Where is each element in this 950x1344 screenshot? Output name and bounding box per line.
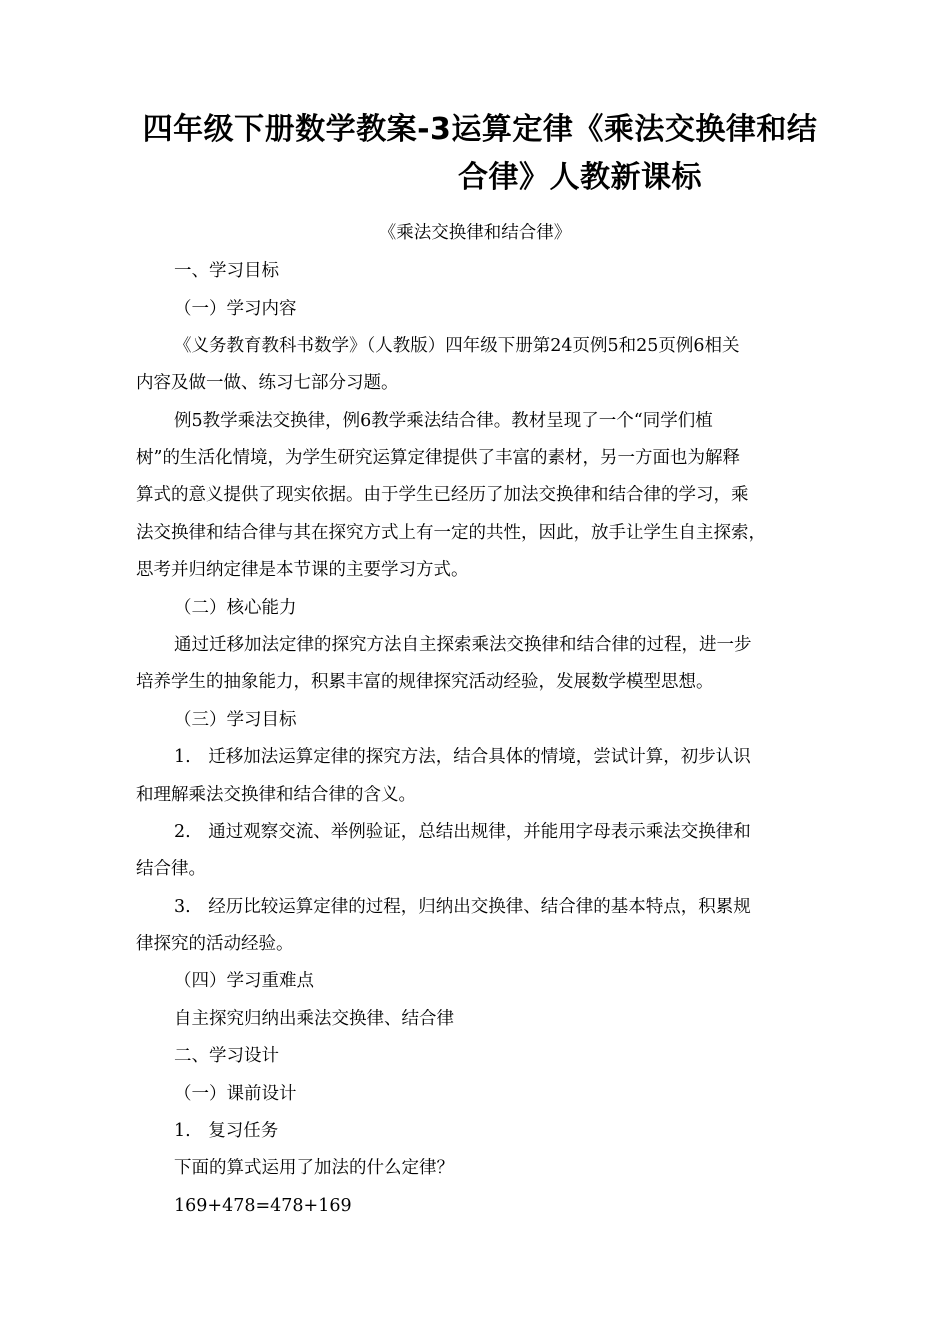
list-item: 1. 迁移加法运算定律的探究方法，结合具体的情境，尝试计算，初步认识 (174, 747, 751, 767)
paragraph-line: 《义务教育教科书数学》（人教版）四年级下册第24页例5和25页例6相关 (174, 336, 740, 356)
doc-subtitle: 《乘法交换律和结合律》 (378, 223, 572, 243)
heading-2: 二、学习设计 (174, 1046, 279, 1066)
paragraph-line: 算式的意义提供了现实依据。由于学生已经历了加法交换律和结合律的学习，乘 (136, 485, 749, 505)
subheading: （四）学习重难点 (174, 971, 314, 991)
list-item: 2. 通过观察交流、举例验证，总结出规律，并能用字母表示乘法交换律和 (174, 822, 751, 842)
paragraph-line: 通过迁移加法定律的探究方法自主探索乘法交换律和结合律的过程，进一步 (174, 635, 752, 655)
subheading: （一）学习内容 (174, 299, 297, 319)
list-item-continuation: 和理解乘法交换律和结合律的含义。 (136, 785, 416, 805)
paragraph-line: 例5教学乘法交换律，例6教学乘法结合律。教材呈现了一个“同学们植 (174, 411, 713, 431)
doc-title-line-1: 四年级下册数学教案-3运算定律《乘法交换律和结 (142, 112, 818, 147)
equation-line: 169+478=478+169 (174, 1196, 352, 1216)
subheading: （三）学习目标 (174, 710, 297, 730)
paragraph-line: 法交换律和结合律与其在探究方式上有一定的共性，因此，放手让学生自主探索， (136, 523, 766, 543)
list-item-continuation: 律探究的活动经验。 (136, 934, 294, 954)
paragraph-line: 树”的生活化情境，为学生研究运算定律提供了丰富的素材，另一方面也为解释 (136, 448, 740, 468)
list-item-continuation: 结合律。 (136, 859, 206, 879)
paragraph-line: 内容及做一做、练习七部分习题。 (136, 373, 399, 393)
paragraph-line: 思考并归纳定律是本节课的主要学习方式。 (136, 560, 469, 580)
paragraph-line: 培养学生的抽象能力，积累丰富的规律探究活动经验，发展数学模型思想。 (136, 672, 714, 692)
subheading: （二）核心能力 (174, 598, 297, 618)
doc-title-line-2: 合律》人教新课标 (458, 160, 702, 195)
paragraph-line: 下面的算式运用了加法的什么定律？ (174, 1158, 454, 1178)
subheading: （一）课前设计 (174, 1084, 297, 1104)
list-item: 1. 复习任务 (174, 1121, 279, 1141)
paragraph-line: 自主探究归纳出乘法交换律、结合律 (174, 1009, 454, 1029)
heading-1: 一、学习目标 (174, 261, 279, 281)
list-item: 3. 经历比较运算定律的过程，归纳出交换律、结合律的基本特点，积累规 (174, 897, 751, 917)
